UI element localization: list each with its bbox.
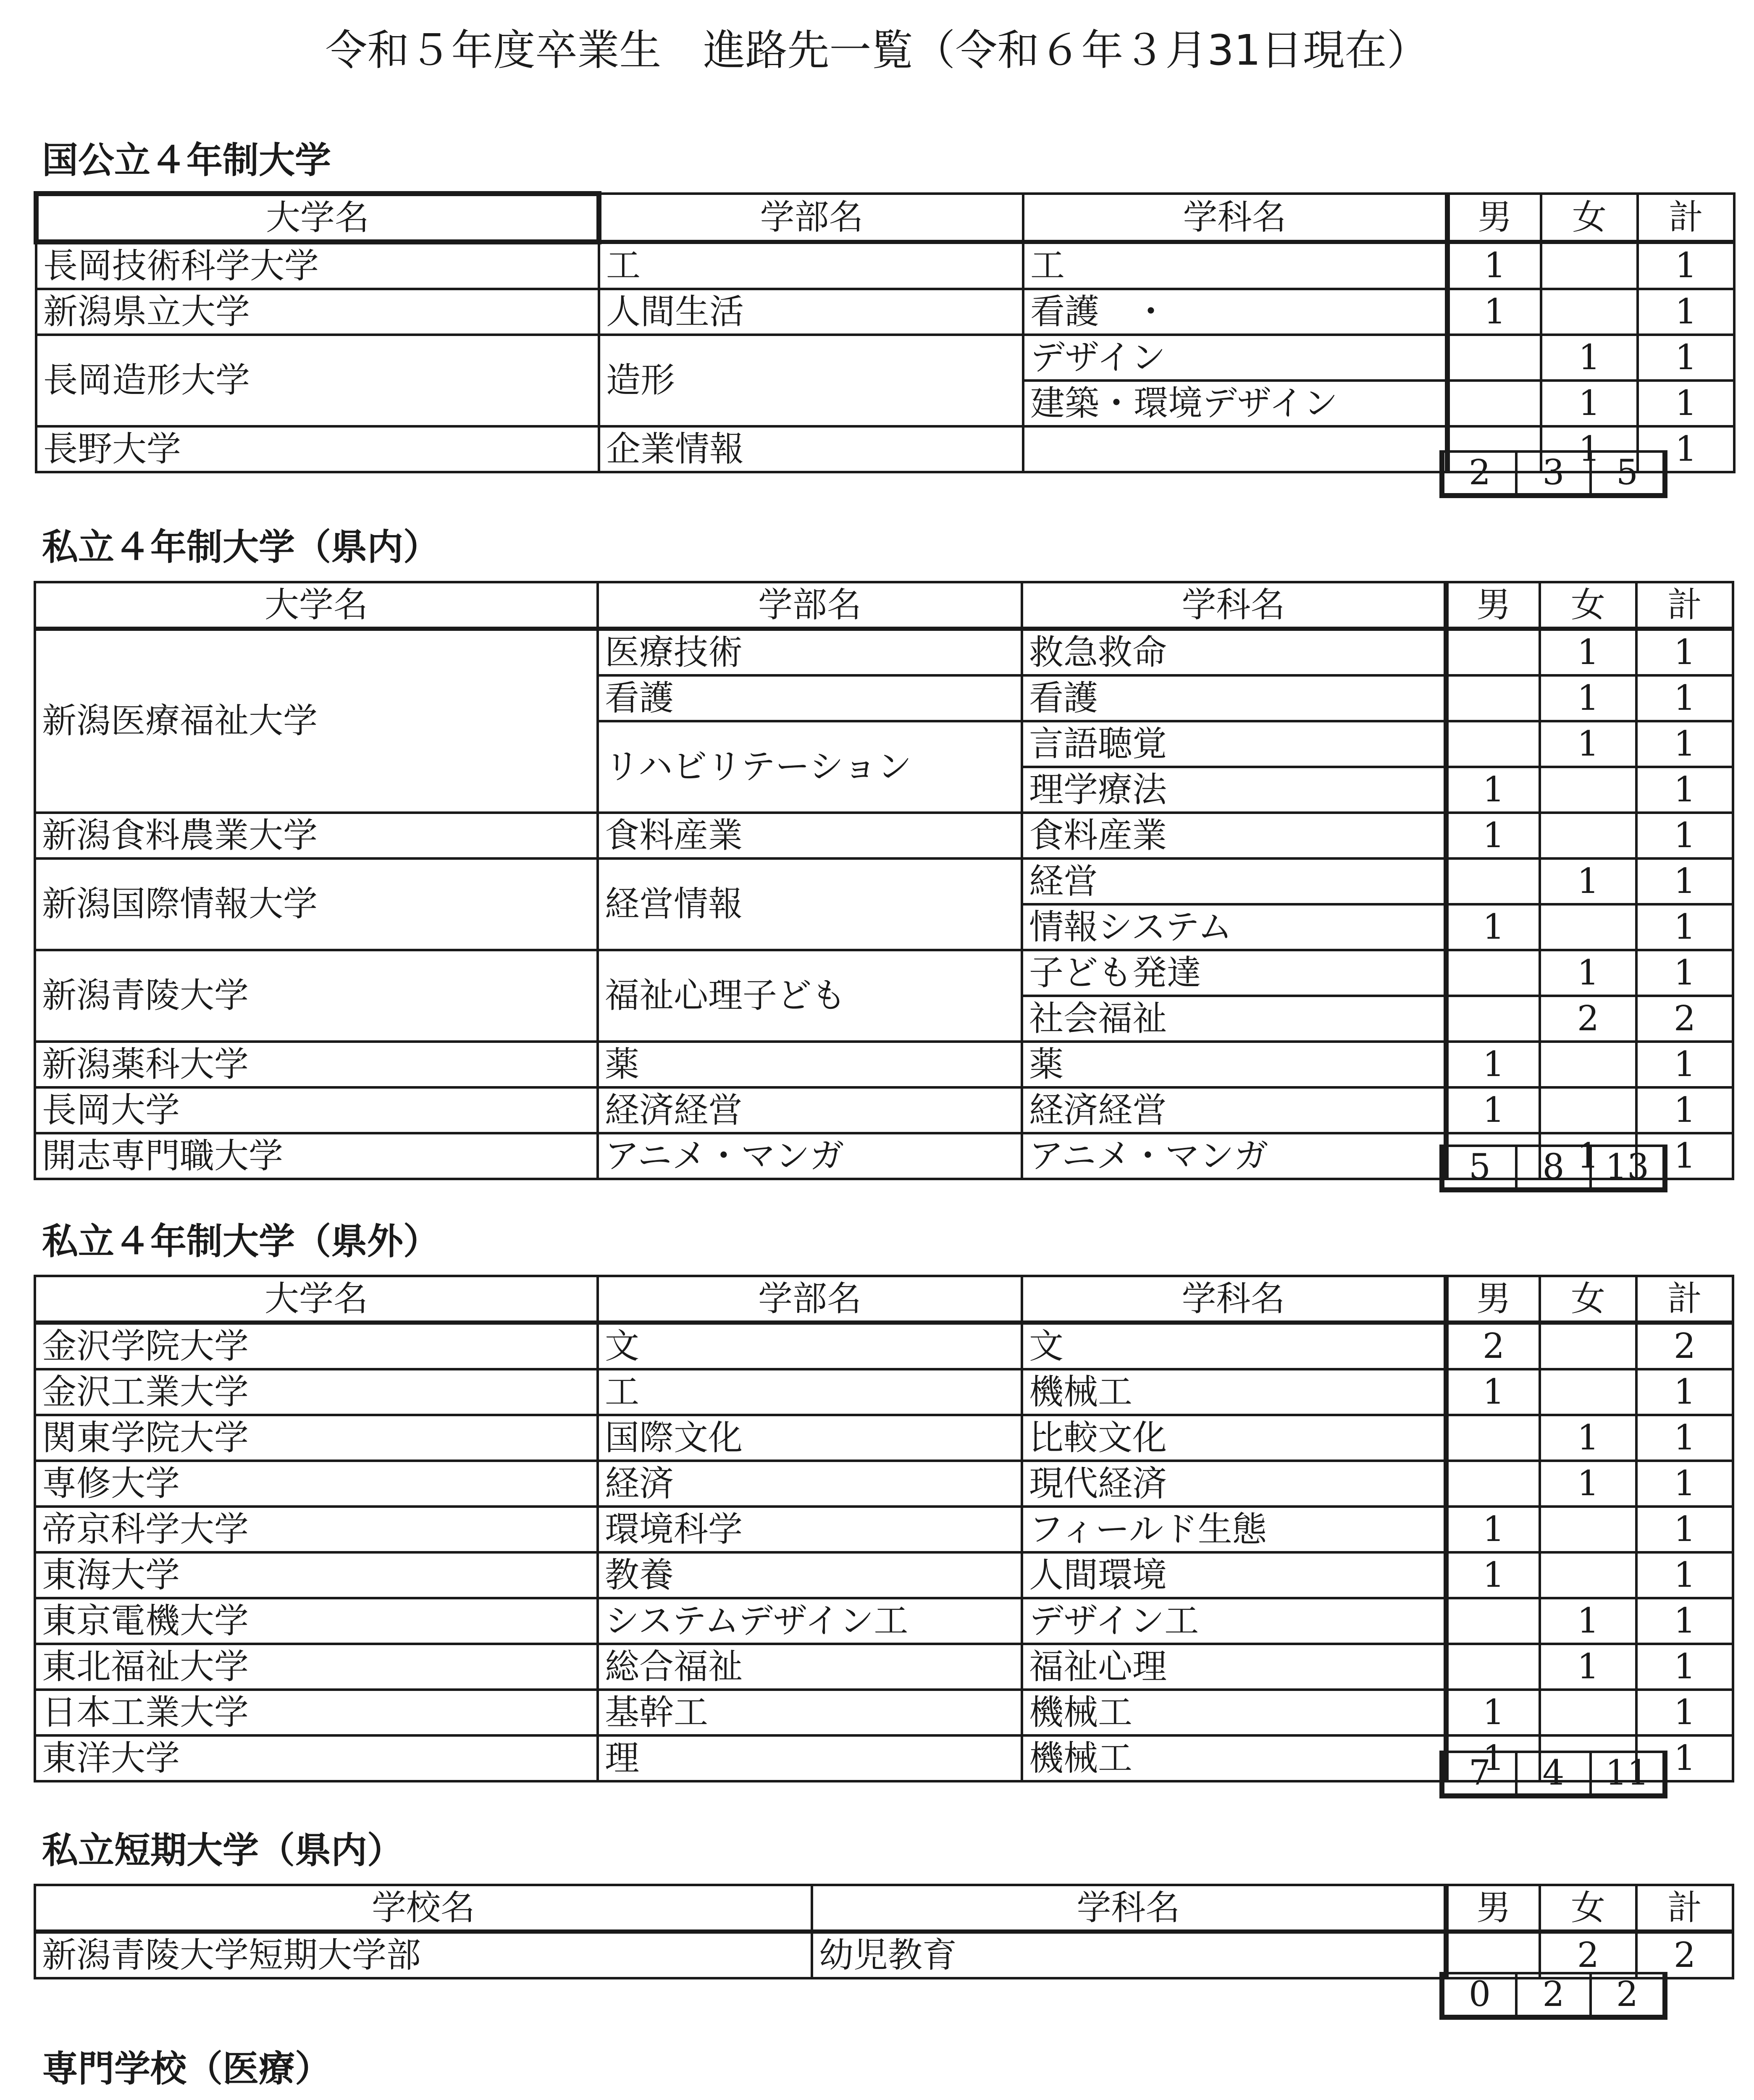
table-row	[35, 1690, 1733, 1735]
female-count: 1	[1540, 629, 1636, 675]
department-name: アニメ・マンガ	[1022, 1133, 1446, 1179]
table-row	[35, 1369, 1733, 1415]
row-total: 1	[1636, 1507, 1733, 1552]
male-count	[1446, 629, 1540, 675]
table-row	[35, 1932, 1733, 1978]
faculty-name: 経済経営	[598, 1087, 1022, 1133]
male-count: 1	[1446, 813, 1540, 858]
table-private-junior-colleges	[34, 1884, 1734, 1979]
faculty-name: アニメ・マンガ	[598, 1133, 1022, 1179]
col-header-female: 女	[1540, 1885, 1636, 1932]
totals-national-universities	[1439, 450, 1667, 498]
department-name: 機械工	[1022, 1690, 1446, 1735]
row-total: 1	[1636, 1042, 1733, 1087]
female-count: 1	[1540, 1461, 1636, 1507]
female-count: 1	[1540, 1133, 1636, 1179]
table-row	[35, 1323, 1733, 1369]
faculty-name: 薬	[598, 1042, 1022, 1087]
col-header-female: 女	[1540, 582, 1636, 629]
total-male: 5	[1442, 1146, 1516, 1190]
col-header-male: 男	[1446, 1885, 1540, 1932]
col-header-female: 女	[1541, 194, 1638, 242]
department-name: 子ども発達	[1022, 950, 1446, 996]
faculty-name: 国際文化	[598, 1415, 1022, 1461]
row-total: 1	[1636, 1735, 1733, 1781]
table-row	[36, 289, 1734, 335]
female-count	[1540, 813, 1636, 858]
male-count: 1	[1447, 289, 1541, 335]
col-header-total: 計	[1636, 1276, 1733, 1323]
department-name: 経済経営	[1022, 1087, 1446, 1133]
row-total: 1	[1636, 675, 1733, 721]
male-count	[1446, 858, 1540, 904]
male-count: 1	[1446, 1507, 1540, 1552]
female-count	[1540, 1323, 1636, 1369]
department-name: 社会福祉	[1022, 996, 1446, 1042]
university-name: 東海大学	[35, 1552, 598, 1598]
table-row	[35, 1552, 1733, 1598]
university-name: 関東学院大学	[35, 1415, 598, 1461]
row-total: 1	[1636, 1133, 1733, 1179]
row-total: 1	[1636, 1690, 1733, 1735]
table-row	[35, 1644, 1733, 1690]
table-row	[35, 629, 1733, 675]
total-male: 0	[1442, 1973, 1516, 2017]
row-total: 1	[1636, 767, 1733, 813]
page-title: 令和５年度卒業生 進路先一覧（令和６年３月31日現在）	[325, 26, 1429, 75]
section-heading-vocational-medical: 専門学校（医療）	[42, 2048, 331, 2090]
faculty-name: リハビリテーション	[598, 721, 1022, 813]
department-name: 福祉心理	[1022, 1644, 1446, 1690]
col-header-faculty: 学部名	[598, 1276, 1022, 1323]
university-name: 長野大学	[36, 426, 599, 472]
female-count	[1540, 1507, 1636, 1552]
department-name: 機械工	[1022, 1369, 1446, 1415]
col-header-total: 計	[1636, 582, 1733, 629]
table-row	[35, 1415, 1733, 1461]
totals-row	[1442, 1973, 1665, 2017]
section-heading-private-out-of-prefecture: 私立４年制大学（県外）	[42, 1221, 439, 1263]
female-count	[1540, 1552, 1636, 1598]
total-female: 3	[1516, 452, 1591, 496]
university-name: 新潟県立大学	[36, 289, 599, 335]
faculty-name: 食料産業	[598, 813, 1022, 858]
row-total: 1	[1636, 1461, 1733, 1507]
female-count: 2	[1540, 1932, 1636, 1978]
total-female: 4	[1516, 1752, 1591, 1796]
total-female: 8	[1516, 1146, 1591, 1190]
department-name: デザイン工	[1022, 1598, 1446, 1644]
university-name: 東京電機大学	[35, 1598, 598, 1644]
department-name: 機械工	[1022, 1735, 1446, 1781]
university-name: 専修大学	[35, 1461, 598, 1507]
department-name: デザイン	[1023, 335, 1447, 381]
faculty-name: 基幹工	[598, 1690, 1022, 1735]
row-total: 1	[1638, 242, 1734, 289]
row-total: 1	[1636, 1415, 1733, 1461]
female-count	[1540, 1042, 1636, 1087]
university-name: 東洋大学	[35, 1735, 598, 1781]
faculty-name: 福祉心理子ども	[598, 950, 1022, 1042]
table-row	[35, 1461, 1733, 1507]
university-name: 新潟青陵大学	[35, 950, 598, 1042]
grand-total: 13	[1591, 1146, 1665, 1190]
col-header-total: 計	[1636, 1885, 1733, 1932]
totals-private-out-of-prefecture	[1439, 1751, 1667, 1798]
totals-private-junior-colleges	[1439, 1972, 1667, 2020]
male-count	[1446, 1644, 1540, 1690]
col-header-department: 学科名	[1023, 194, 1447, 242]
row-total: 1	[1636, 904, 1733, 950]
university-name: 新潟薬科大学	[35, 1042, 598, 1087]
totals-row	[1442, 1146, 1665, 1190]
row-total: 1	[1636, 721, 1733, 767]
table-private-in-prefecture	[34, 581, 1734, 1180]
total-male: 2	[1442, 452, 1516, 496]
col-header-male: 男	[1446, 1276, 1540, 1323]
totals-row	[1442, 452, 1665, 496]
col-header-university: 大学名	[36, 194, 599, 242]
row-total: 2	[1636, 1932, 1733, 1978]
table-header-row	[35, 582, 1733, 629]
col-header-school: 学校名	[35, 1885, 812, 1932]
university-name: 開志専門職大学	[35, 1133, 598, 1179]
table-header-row	[36, 194, 1734, 242]
col-header-male: 男	[1446, 582, 1540, 629]
table-row	[35, 813, 1733, 858]
table-header-row	[35, 1885, 1733, 1932]
grand-total: 11	[1591, 1752, 1665, 1796]
row-total: 1	[1636, 1369, 1733, 1415]
row-total: 1	[1636, 950, 1733, 996]
male-count: 1	[1446, 1042, 1540, 1087]
female-count: 2	[1540, 996, 1636, 1042]
department-name: 言語聴覚	[1022, 721, 1446, 767]
university-name: 長岡大学	[35, 1087, 598, 1133]
table-row	[36, 335, 1734, 381]
male-count: 1	[1446, 904, 1540, 950]
female-count: 1	[1540, 858, 1636, 904]
faculty-name: 総合福祉	[598, 1644, 1022, 1690]
male-count	[1447, 335, 1541, 381]
row-total: 1	[1638, 335, 1734, 381]
male-count: 1	[1447, 242, 1541, 289]
university-name: 新潟医療福祉大学	[35, 629, 598, 813]
department-name: 人間環境	[1022, 1552, 1446, 1598]
department-name	[1023, 426, 1447, 472]
male-count: 1	[1446, 1735, 1540, 1781]
col-header-female: 女	[1540, 1276, 1636, 1323]
table-national-universities	[34, 191, 1736, 473]
faculty-name: 教養	[598, 1552, 1022, 1598]
faculty-name: 環境科学	[598, 1507, 1022, 1552]
totals-private-in-prefecture	[1439, 1144, 1667, 1192]
female-count: 1	[1540, 721, 1636, 767]
male-count: 2	[1446, 1323, 1540, 1369]
female-count: 1	[1540, 1598, 1636, 1644]
female-count: 1	[1540, 1415, 1636, 1461]
col-header-faculty: 学部名	[599, 194, 1023, 242]
row-total: 1	[1636, 813, 1733, 858]
department-name: 経営	[1022, 858, 1446, 904]
university-name: 帝京科学大学	[35, 1507, 598, 1552]
male-count: 1	[1446, 1690, 1540, 1735]
row-total: 1	[1636, 1644, 1733, 1690]
faculty-name: 工	[598, 1369, 1022, 1415]
col-header-department: 学科名	[812, 1885, 1446, 1932]
faculty-name: 経済	[598, 1461, 1022, 1507]
female-count: 1	[1541, 381, 1638, 426]
female-count: 1	[1540, 1644, 1636, 1690]
university-name: 日本工業大学	[35, 1690, 598, 1735]
female-count	[1540, 1087, 1636, 1133]
university-name: 長岡造形大学	[36, 335, 599, 426]
department-name: 比較文化	[1022, 1415, 1446, 1461]
male-count	[1446, 1415, 1540, 1461]
female-count	[1541, 242, 1638, 289]
female-count	[1540, 904, 1636, 950]
table-row	[35, 1087, 1733, 1133]
school-name: 新潟青陵大学短期大学部	[35, 1932, 812, 1978]
table-row	[35, 1042, 1733, 1087]
male-count: 1	[1446, 1552, 1540, 1598]
section-heading-private-junior-colleges: 私立短期大学（県内）	[42, 1830, 403, 1872]
section-heading-national-universities: 国公立４年制大学	[42, 139, 331, 181]
col-header-university: 大学名	[35, 582, 598, 629]
university-name: 金沢学院大学	[35, 1323, 598, 1369]
male-count	[1446, 1598, 1540, 1644]
university-name: 東北福祉大学	[35, 1644, 598, 1690]
faculty-name: 企業情報	[599, 426, 1023, 472]
female-count: 1	[1541, 335, 1638, 381]
col-header-department: 学科名	[1022, 582, 1446, 629]
row-total: 2	[1636, 1323, 1733, 1369]
female-count	[1540, 1369, 1636, 1415]
faculty-name: 工	[599, 242, 1023, 289]
female-count	[1541, 289, 1638, 335]
row-total: 1	[1636, 629, 1733, 675]
university-name: 長岡技術科学大学	[36, 242, 599, 289]
male-count	[1446, 1461, 1540, 1507]
department-name: 薬	[1022, 1042, 1446, 1087]
department-name: 工	[1023, 242, 1447, 289]
university-name: 新潟国際情報大学	[35, 858, 598, 950]
totals-row	[1442, 1752, 1665, 1796]
table-header-row	[35, 1276, 1733, 1323]
department-name: 看護 ・	[1023, 289, 1447, 335]
department-name: 救急救命	[1022, 629, 1446, 675]
faculty-name: 文	[598, 1323, 1022, 1369]
row-total: 1	[1638, 426, 1734, 472]
male-count	[1446, 675, 1540, 721]
male-count: 1	[1446, 1087, 1540, 1133]
row-total: 1	[1636, 1598, 1733, 1644]
row-total: 2	[1636, 996, 1733, 1042]
male-count	[1447, 381, 1541, 426]
total-male: 7	[1442, 1752, 1516, 1796]
faculty-name: 経営情報	[598, 858, 1022, 950]
female-count: 1	[1540, 950, 1636, 996]
faculty-name: 造形	[599, 335, 1023, 426]
table-row	[35, 1507, 1733, 1552]
grand-total: 2	[1591, 1973, 1665, 2017]
faculty-name: 看護	[598, 675, 1022, 721]
faculty-name: システムデザイン工	[598, 1598, 1022, 1644]
university-name: 新潟食料農業大学	[35, 813, 598, 858]
department-name: 文	[1022, 1323, 1446, 1369]
department-name: 理学療法	[1022, 767, 1446, 813]
row-total: 1	[1636, 1087, 1733, 1133]
department-name: 情報システム	[1022, 904, 1446, 950]
male-count	[1446, 950, 1540, 996]
male-count	[1446, 1932, 1540, 1978]
faculty-name: 医療技術	[598, 629, 1022, 675]
col-header-faculty: 学部名	[598, 582, 1022, 629]
grand-total: 5	[1591, 452, 1665, 496]
male-count: 1	[1446, 1369, 1540, 1415]
row-total: 1	[1636, 1552, 1733, 1598]
department-name: 看護	[1022, 675, 1446, 721]
department-name: 建築・環境デザイン	[1023, 381, 1447, 426]
col-header-university: 大学名	[35, 1276, 598, 1323]
row-total: 1	[1636, 858, 1733, 904]
faculty-name: 理	[598, 1735, 1022, 1781]
table-row	[35, 1598, 1733, 1644]
female-count	[1540, 767, 1636, 813]
female-count: 1	[1540, 675, 1636, 721]
male-count	[1446, 996, 1540, 1042]
female-count: 1	[1541, 426, 1638, 472]
male-count: 1	[1446, 767, 1540, 813]
table-row	[35, 858, 1733, 904]
col-header-total: 計	[1638, 194, 1734, 242]
total-female: 2	[1516, 1973, 1591, 2017]
male-count	[1446, 721, 1540, 767]
female-count	[1540, 1690, 1636, 1735]
faculty-name: 人間生活	[599, 289, 1023, 335]
table-row	[35, 950, 1733, 996]
department-name: フィールド生態	[1022, 1507, 1446, 1552]
table-private-out-of-prefecture	[34, 1275, 1734, 1782]
department-name: 幼児教育	[812, 1932, 1446, 1978]
table-row	[36, 242, 1734, 289]
university-name: 金沢工業大学	[35, 1369, 598, 1415]
col-header-male: 男	[1447, 194, 1541, 242]
department-name: 食料産業	[1022, 813, 1446, 858]
section-heading-private-in-prefecture: 私立４年制大学（県内）	[42, 526, 439, 568]
row-total: 1	[1638, 381, 1734, 426]
row-total: 1	[1638, 289, 1734, 335]
department-name: 現代経済	[1022, 1461, 1446, 1507]
col-header-department: 学科名	[1022, 1276, 1446, 1323]
